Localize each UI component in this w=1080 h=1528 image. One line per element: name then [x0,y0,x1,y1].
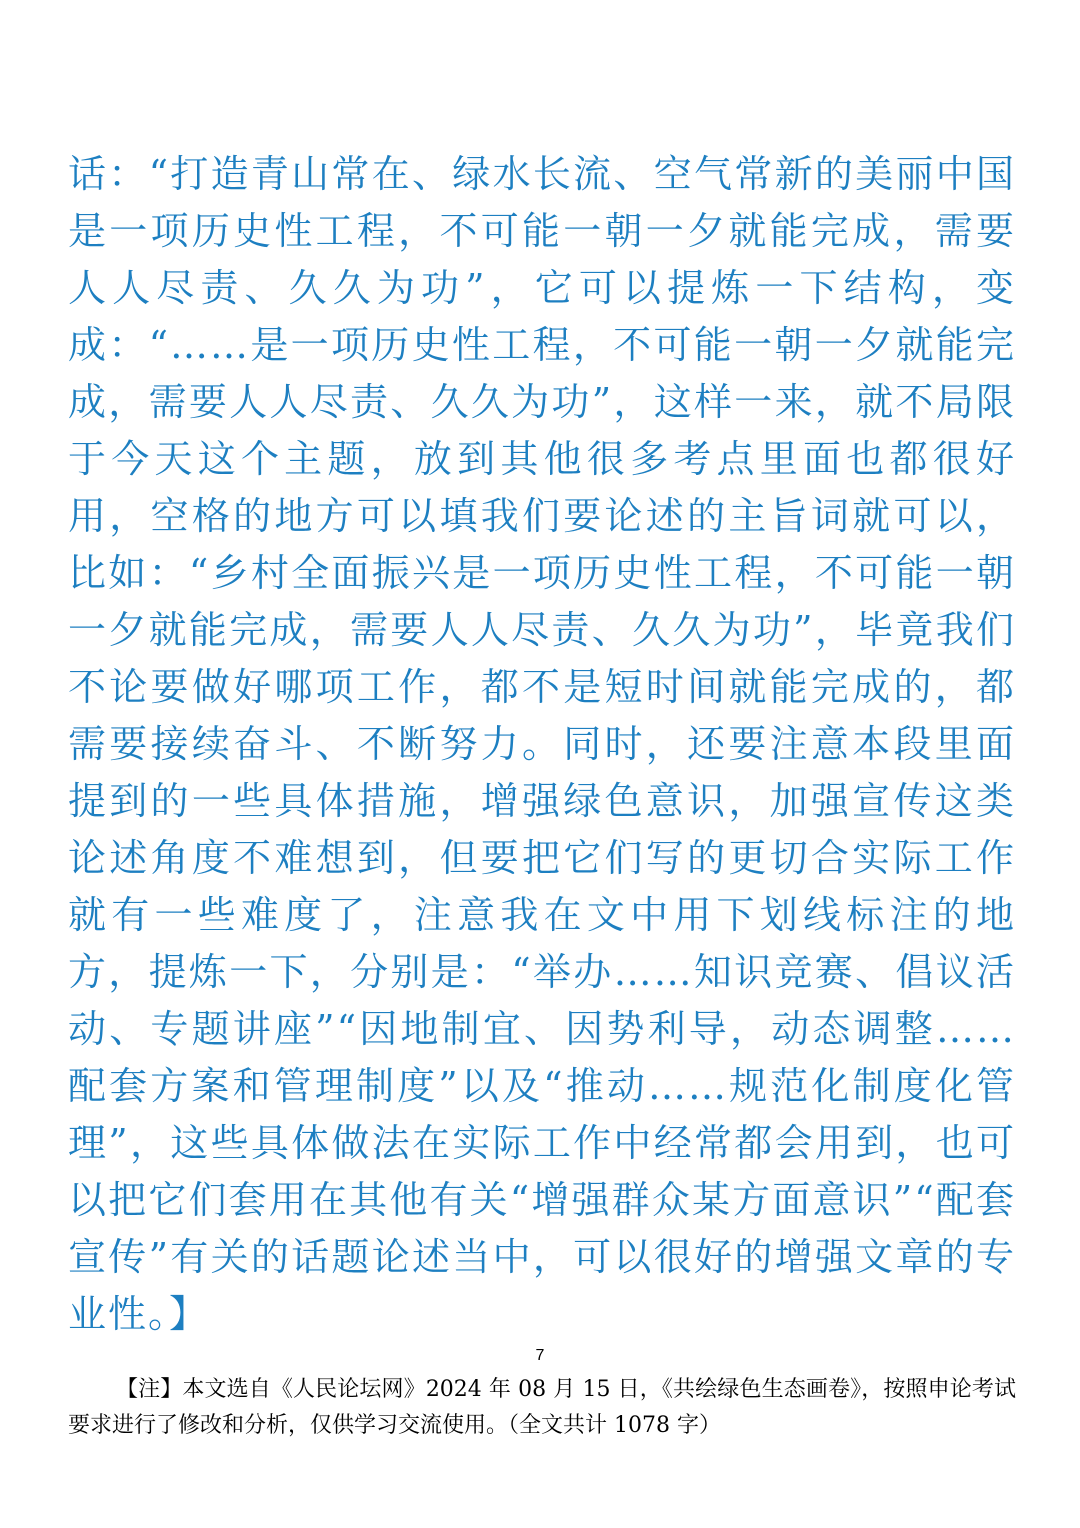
analysis-paragraph: 话：“打造青山常在、绿水长流、空气常新的美丽中国是一项历史性工程，不可能一朝一夕就能完成，需要人人尽责、久久为功”，它可以提炼一下结构，变成：“……是一项历史性工程，不可能一朝一夕就能完成，需要人人尽责、久久为功”，这样一来，就不局限于今天这个主题，放到其他很多考点里面也都很好用，空格的地方可以填我们要论述的主旨词就可以，比如：“乡村全面振兴是一项历史性工程，不可能一朝一夕就能完成，需要人人尽责、久久为功”，毕竟我们不论要做好哪项工作，都不是短时间就能完成的，都需要接续奋斗、不断努力。同时，还要注意本段里面提到的一些具体措施，增强绿色意识，加强宣传这类论述角度不难想到，但要把它们写的更切合实际工作就有一些难度了，注意我在文中用下划线标注的地方，提炼一下，分别是：“举办……知识竞赛、倡议活动、专题讲座”“因地制宜、因势利导，动态调整……配套方案和管理制度”以及“推动……规范化制度化管理”，这些具体做法在实际工作中经常都会用到，也可以把它们套用在其他有关“增强群众某方面意识”“配套宣传”有关的话题论述当中，可以很好的增强文章的专业性。】 [68,152,1016,1336]
source-note: 【注】本文选自《人民论坛网》2024 年 08 月 15 日，《共绘绿色生态画卷》，按照申论考试要求进行了修改和分析，仅供学习交流使用。（全文共计 1078 字） [68,1377,1016,1438]
page-number: 7 [535,1347,545,1364]
